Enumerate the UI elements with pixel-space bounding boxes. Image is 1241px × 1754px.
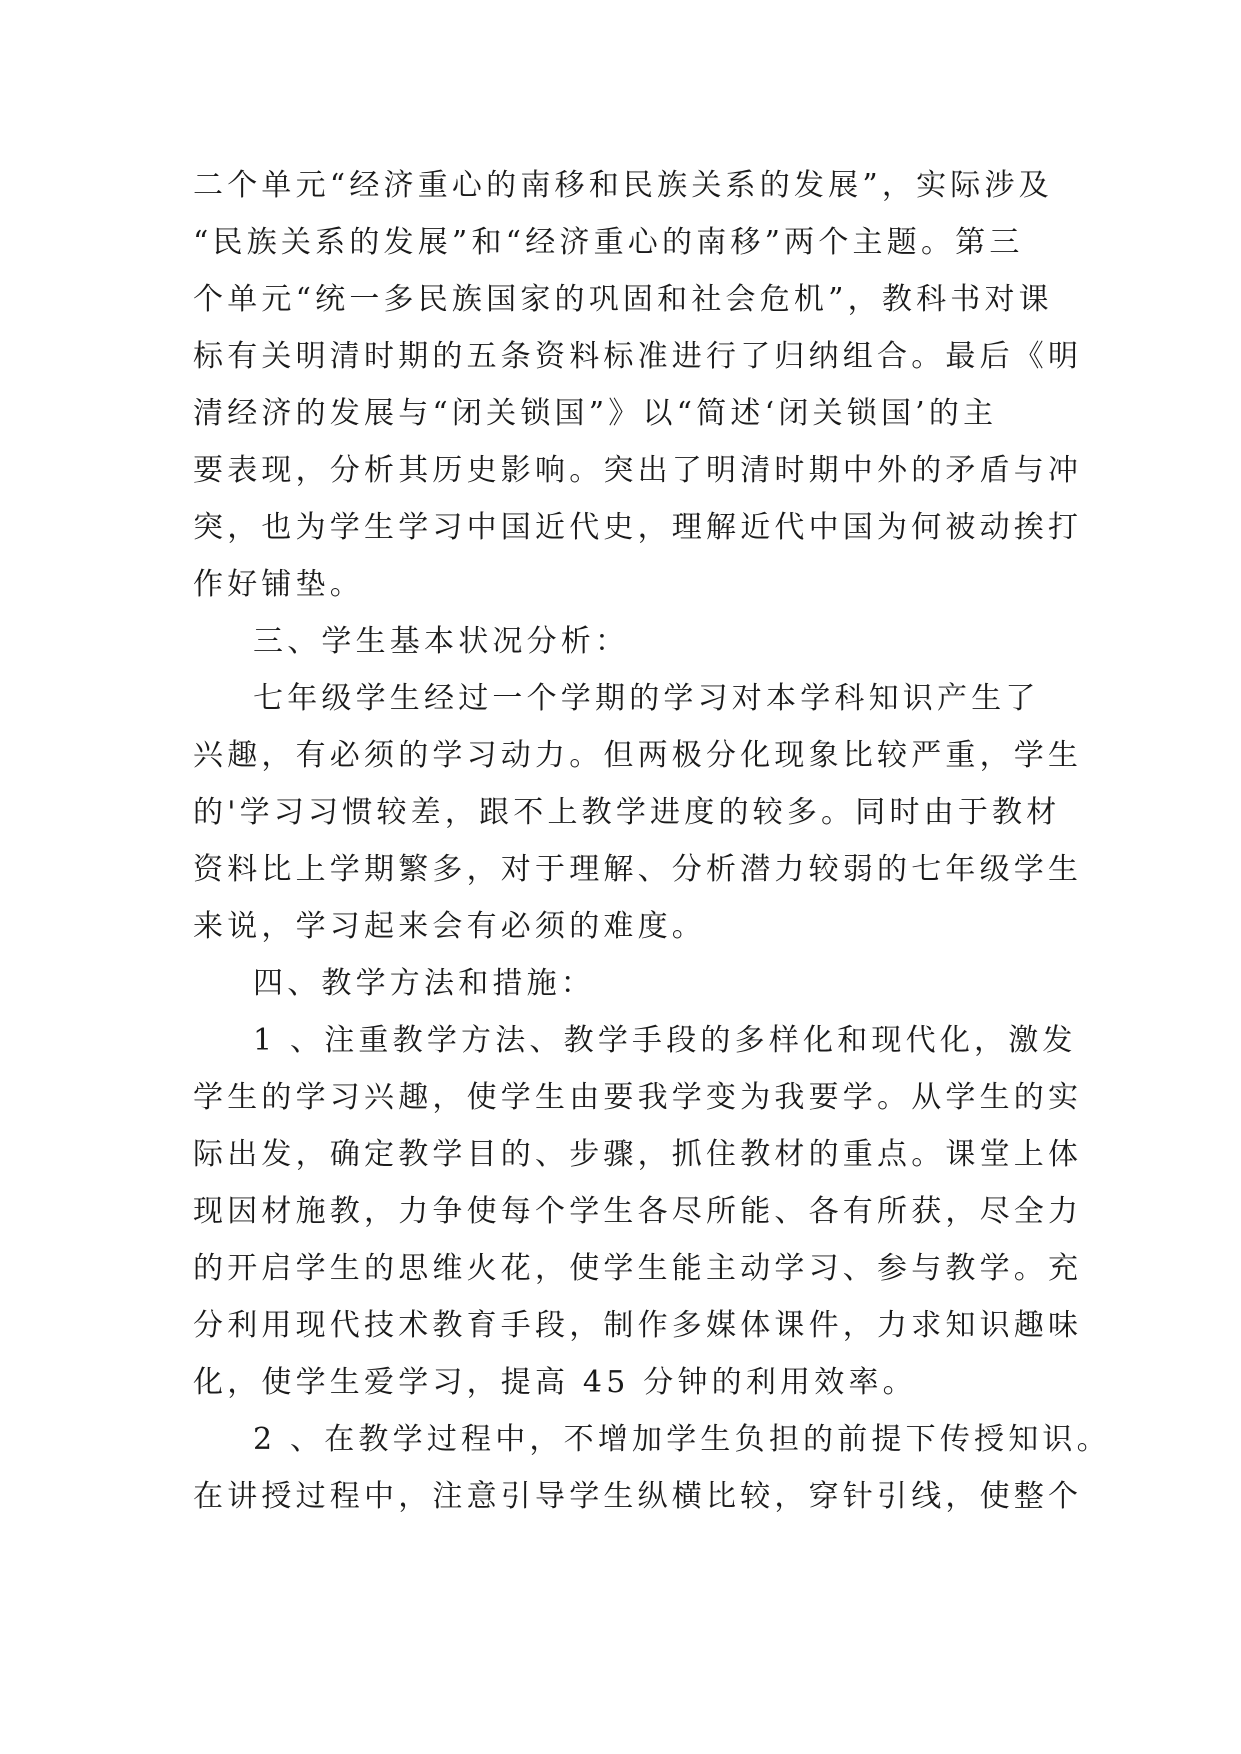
text-line: 二个单元“经济重心的南移和民族关系的发展”，实际涉及 [193, 168, 1053, 203]
text-line: 个单元“统一多民族国家的巩固和社会危机”，教科书对课 [193, 282, 1053, 317]
text-line: 1 、注重教学方法、教学手段的多样化和现代化，激发 [253, 1023, 1077, 1058]
text-line: 在讲授过程中，注意引导学生纵横比较，穿针引线，使整个 [193, 1479, 1083, 1514]
text-line: 现因材施教，力争使每个学生各尽所能、各有所获，尽全力 [193, 1194, 1083, 1229]
text-line: 资料比上学期繁多，对于理解、分析潜力较弱的七年级学生 [193, 852, 1083, 887]
text-line: 兴趣，有必须的学习动力。但两极分化现象比较严重，学生 [193, 738, 1083, 773]
section-heading: 四、教学方法和措施： [253, 966, 595, 1001]
text-line: 清经济的发展与“闭关锁国”》以“简述‘闭关锁国’的主 [193, 396, 998, 431]
text-line: 突，也为学生学习中国近代史，理解近代中国为何被动挨打 [193, 510, 1083, 545]
text-line: 作好铺垫。 [193, 567, 364, 602]
text-line: 要表现，分析其历史影响。突出了明清时期中外的矛盾与冲 [193, 453, 1083, 488]
text-line: 际出发，确定教学目的、步骤，抓住教材的重点。课堂上体 [193, 1137, 1083, 1172]
text-line: 分利用现代技术教育手段，制作多媒体课件，力求知识趣味 [193, 1308, 1083, 1343]
text-line: 七年级学生经过一个学期的学习对本学科知识产生了 [253, 681, 1040, 716]
text-line: 的开启学生的思维火花，使学生能主动学习、参与教学。充 [193, 1251, 1083, 1286]
section-heading: 三、学生基本状况分析： [253, 624, 630, 659]
text-line: “民族关系的发展”和“经济重心的南移”两个主题。第三 [193, 225, 1024, 260]
text-line: 的'学习习惯较差，跟不上教学进度的较多。同时由于教材 [193, 795, 1061, 830]
text-line: 化，使学生爱学习，提高 45 分钟的利用效率。 [193, 1365, 917, 1400]
text-line: 学生的学习兴趣，使学生由要我学变为我要学。从学生的实 [193, 1080, 1083, 1115]
text-line: 标有关明清时期的五条资料标准进行了归纳组合。最后《明 [193, 339, 1083, 374]
text-line: 来说，学习起来会有必须的难度。 [193, 909, 706, 944]
text-line: 2 、在教学过程中，不增加学生负担的前提下传授知识。 [253, 1422, 1111, 1457]
